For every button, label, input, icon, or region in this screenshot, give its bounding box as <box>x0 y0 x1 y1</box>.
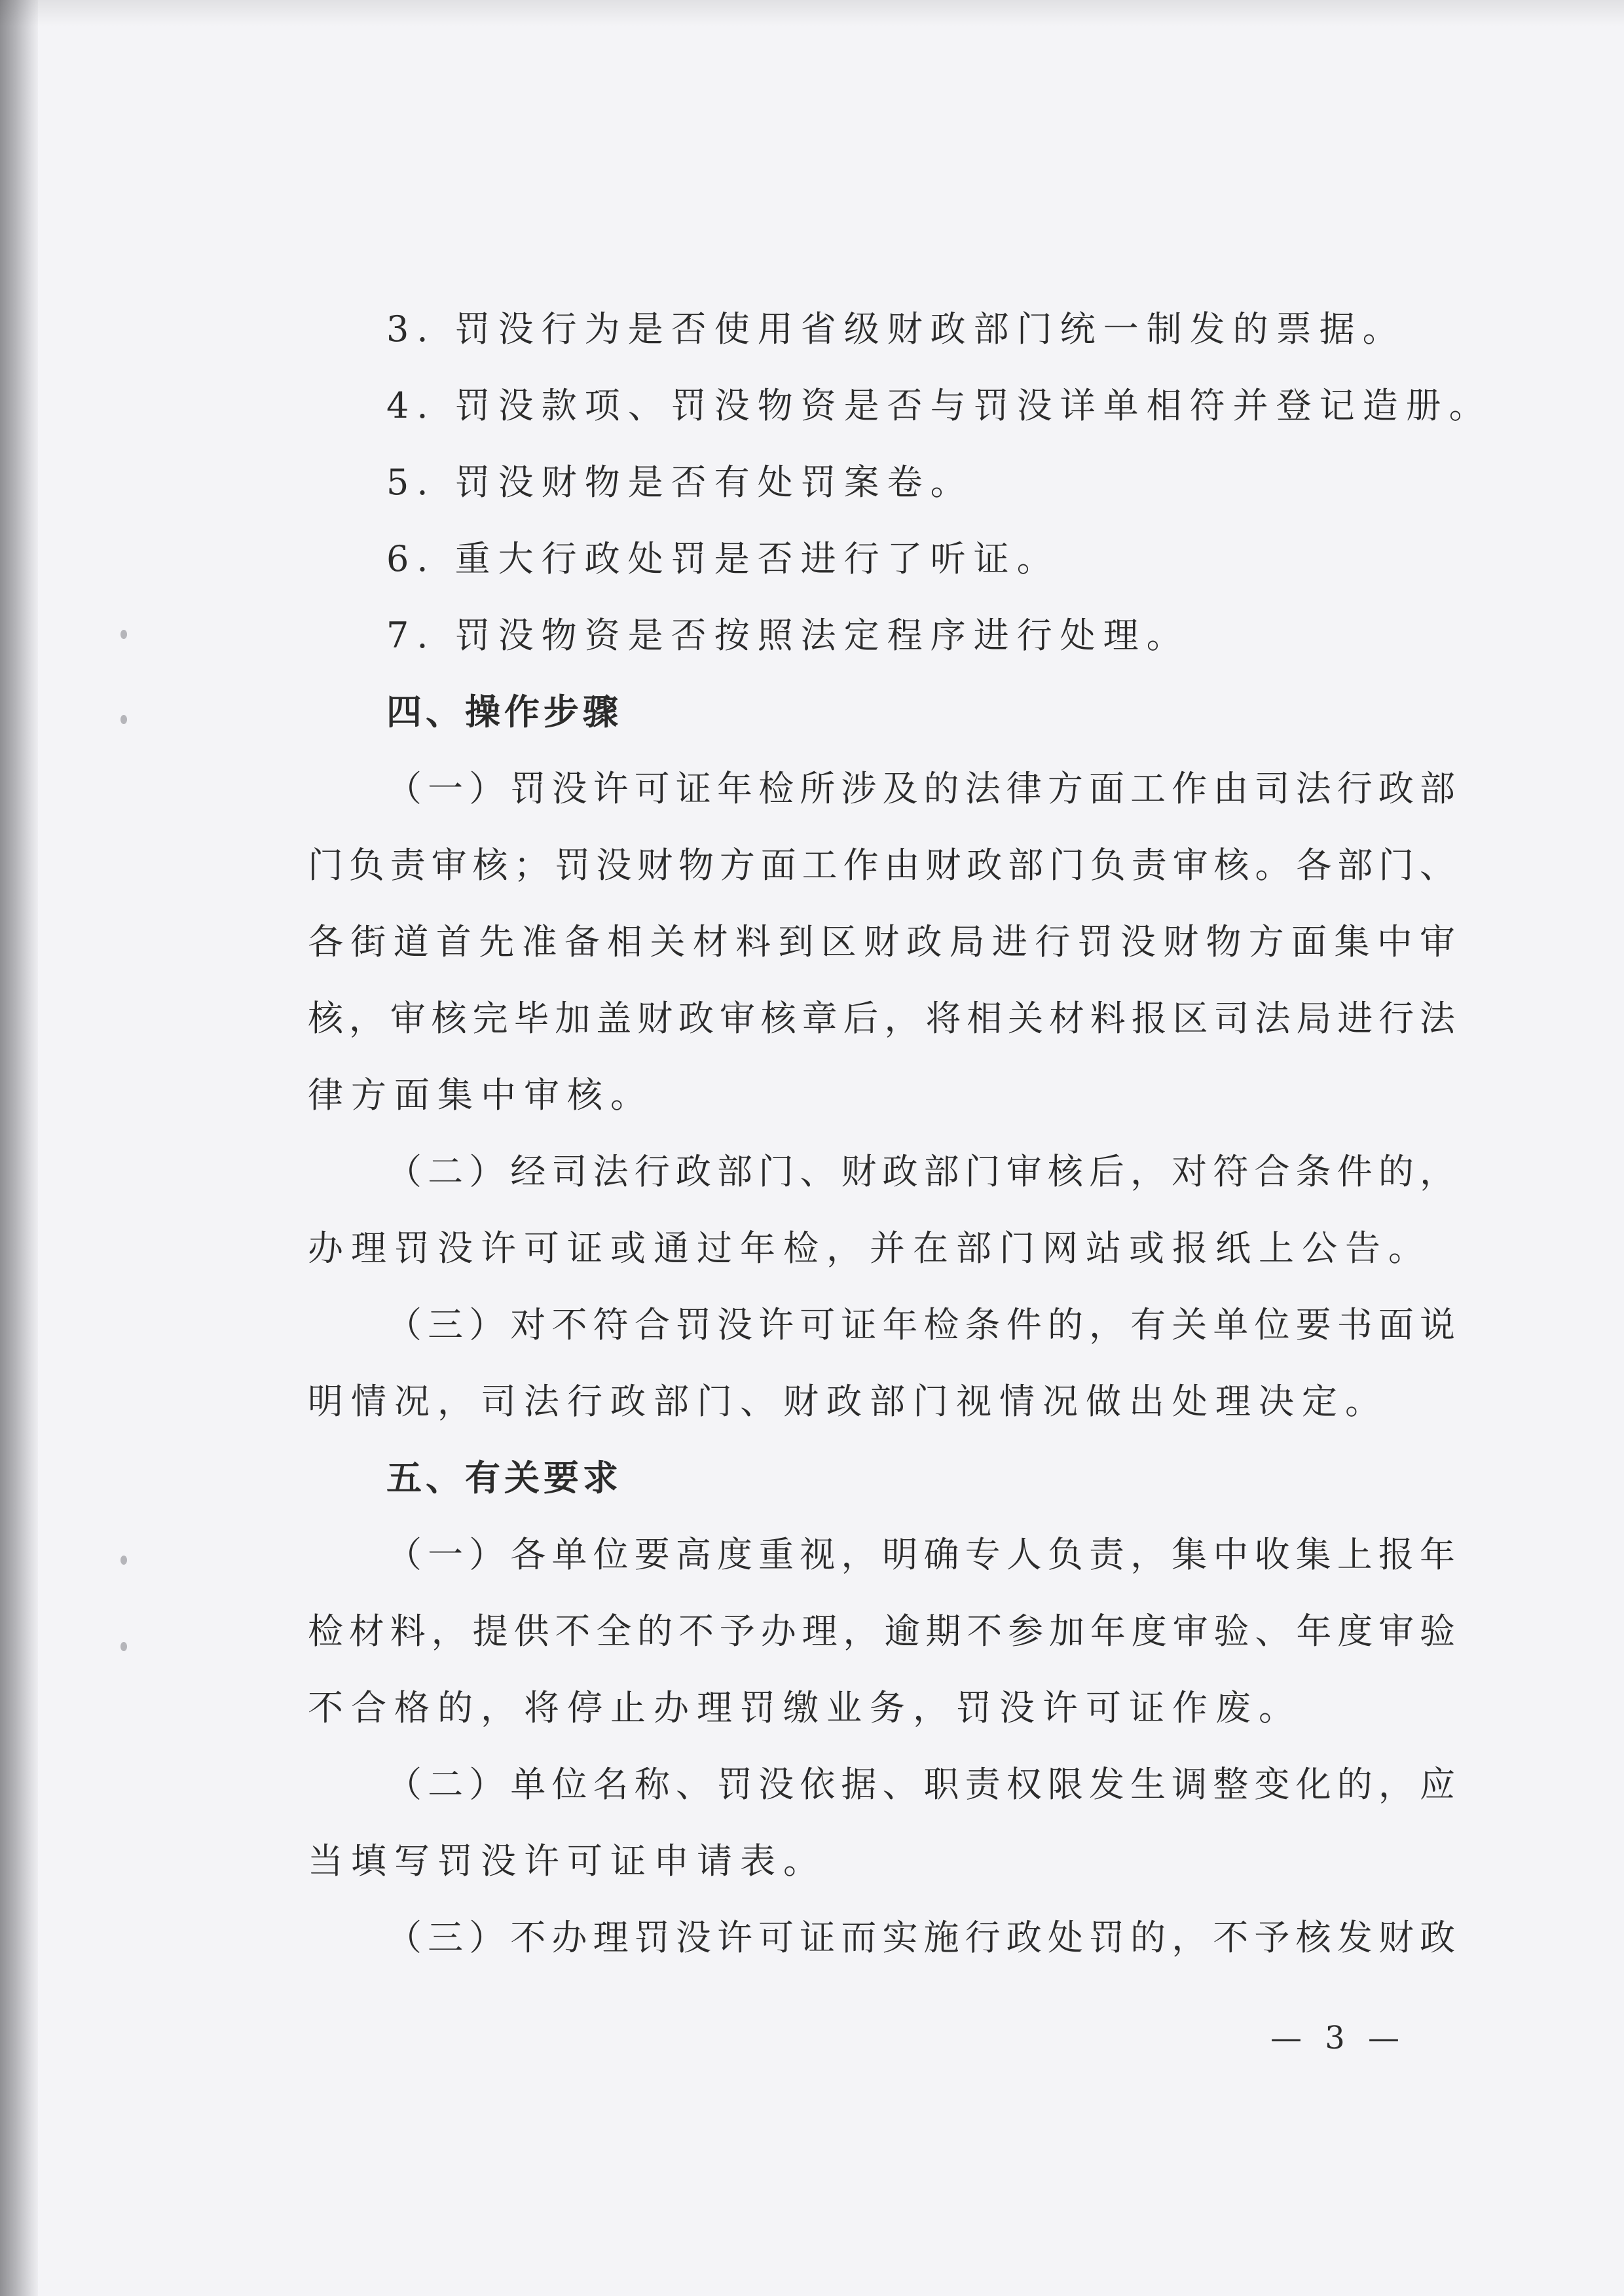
page-number: — 3 — <box>1270 2020 1407 2056</box>
check-item-3: 3. 罚没行为是否使用省级财政部门统一制发的票据。 <box>386 308 1406 350</box>
paragraph-line: （一）各单位要高度重视，明确专人负责，集中收集上报年 <box>386 1534 1455 1575</box>
paragraph-line: （三）不办理罚没许可证而实施行政处罚的，不予核发财政 <box>386 1917 1455 1958</box>
paragraph-line: 各街道首先准备相关材料到区财政局进行罚没财物方面集中审 <box>308 921 1455 962</box>
paragraph-line: （二）经司法行政部门、财政部门审核后，对符合条件的， <box>386 1151 1455 1192</box>
paragraph-line: 不合格的，将停止办理罚缴业务，罚没许可证作废。 <box>308 1687 1302 1728</box>
check-item-6: 6. 重大行政处罚是否进行了听证。 <box>386 538 1060 579</box>
paragraph-line: （一）罚没许可证年检所涉及的法律方面工作由司法行政部 <box>386 768 1455 809</box>
section-heading-requirements: 五、有关要求 <box>386 1457 622 1499</box>
paragraph-line: 当填写罚没许可证申请表。 <box>308 1840 826 1882</box>
paragraph-line: 核，审核完毕加盖财政审核章后，将相关材料报区司法局进行法 <box>308 998 1455 1039</box>
paragraph-line: 办理罚没许可证或通过年检，并在部门网站或报纸上公告。 <box>308 1228 1431 1269</box>
check-item-4: 4. 罚没款项、罚没物资是否与罚没详单相符并登记造册。 <box>386 385 1492 426</box>
paragraph-line: （二）单位名称、罚没依据、职责权限发生调整变化的，应 <box>386 1764 1455 1805</box>
check-item-5: 5. 罚没财物是否有处罚案卷。 <box>386 462 974 503</box>
paragraph-line: 明情况，司法行政部门、财政部门视情况做出处理决定。 <box>308 1381 1388 1422</box>
paragraph-line: 律方面集中审核。 <box>308 1074 654 1116</box>
paragraph-line: 门负责审核；罚没财物方面工作由财政部门负责审核。各部门、 <box>308 845 1455 886</box>
section-heading-operation-steps: 四、操作步骤 <box>386 691 622 733</box>
paragraph-line: 检材料，提供不全的不予办理，逾期不参加年度审验、年度审验 <box>308 1611 1455 1652</box>
check-item-7: 7. 罚没物资是否按照法定程序进行处理。 <box>386 615 1190 656</box>
paragraph-line: （三）对不符合罚没许可证年检条件的，有关单位要书面说 <box>386 1304 1455 1345</box>
